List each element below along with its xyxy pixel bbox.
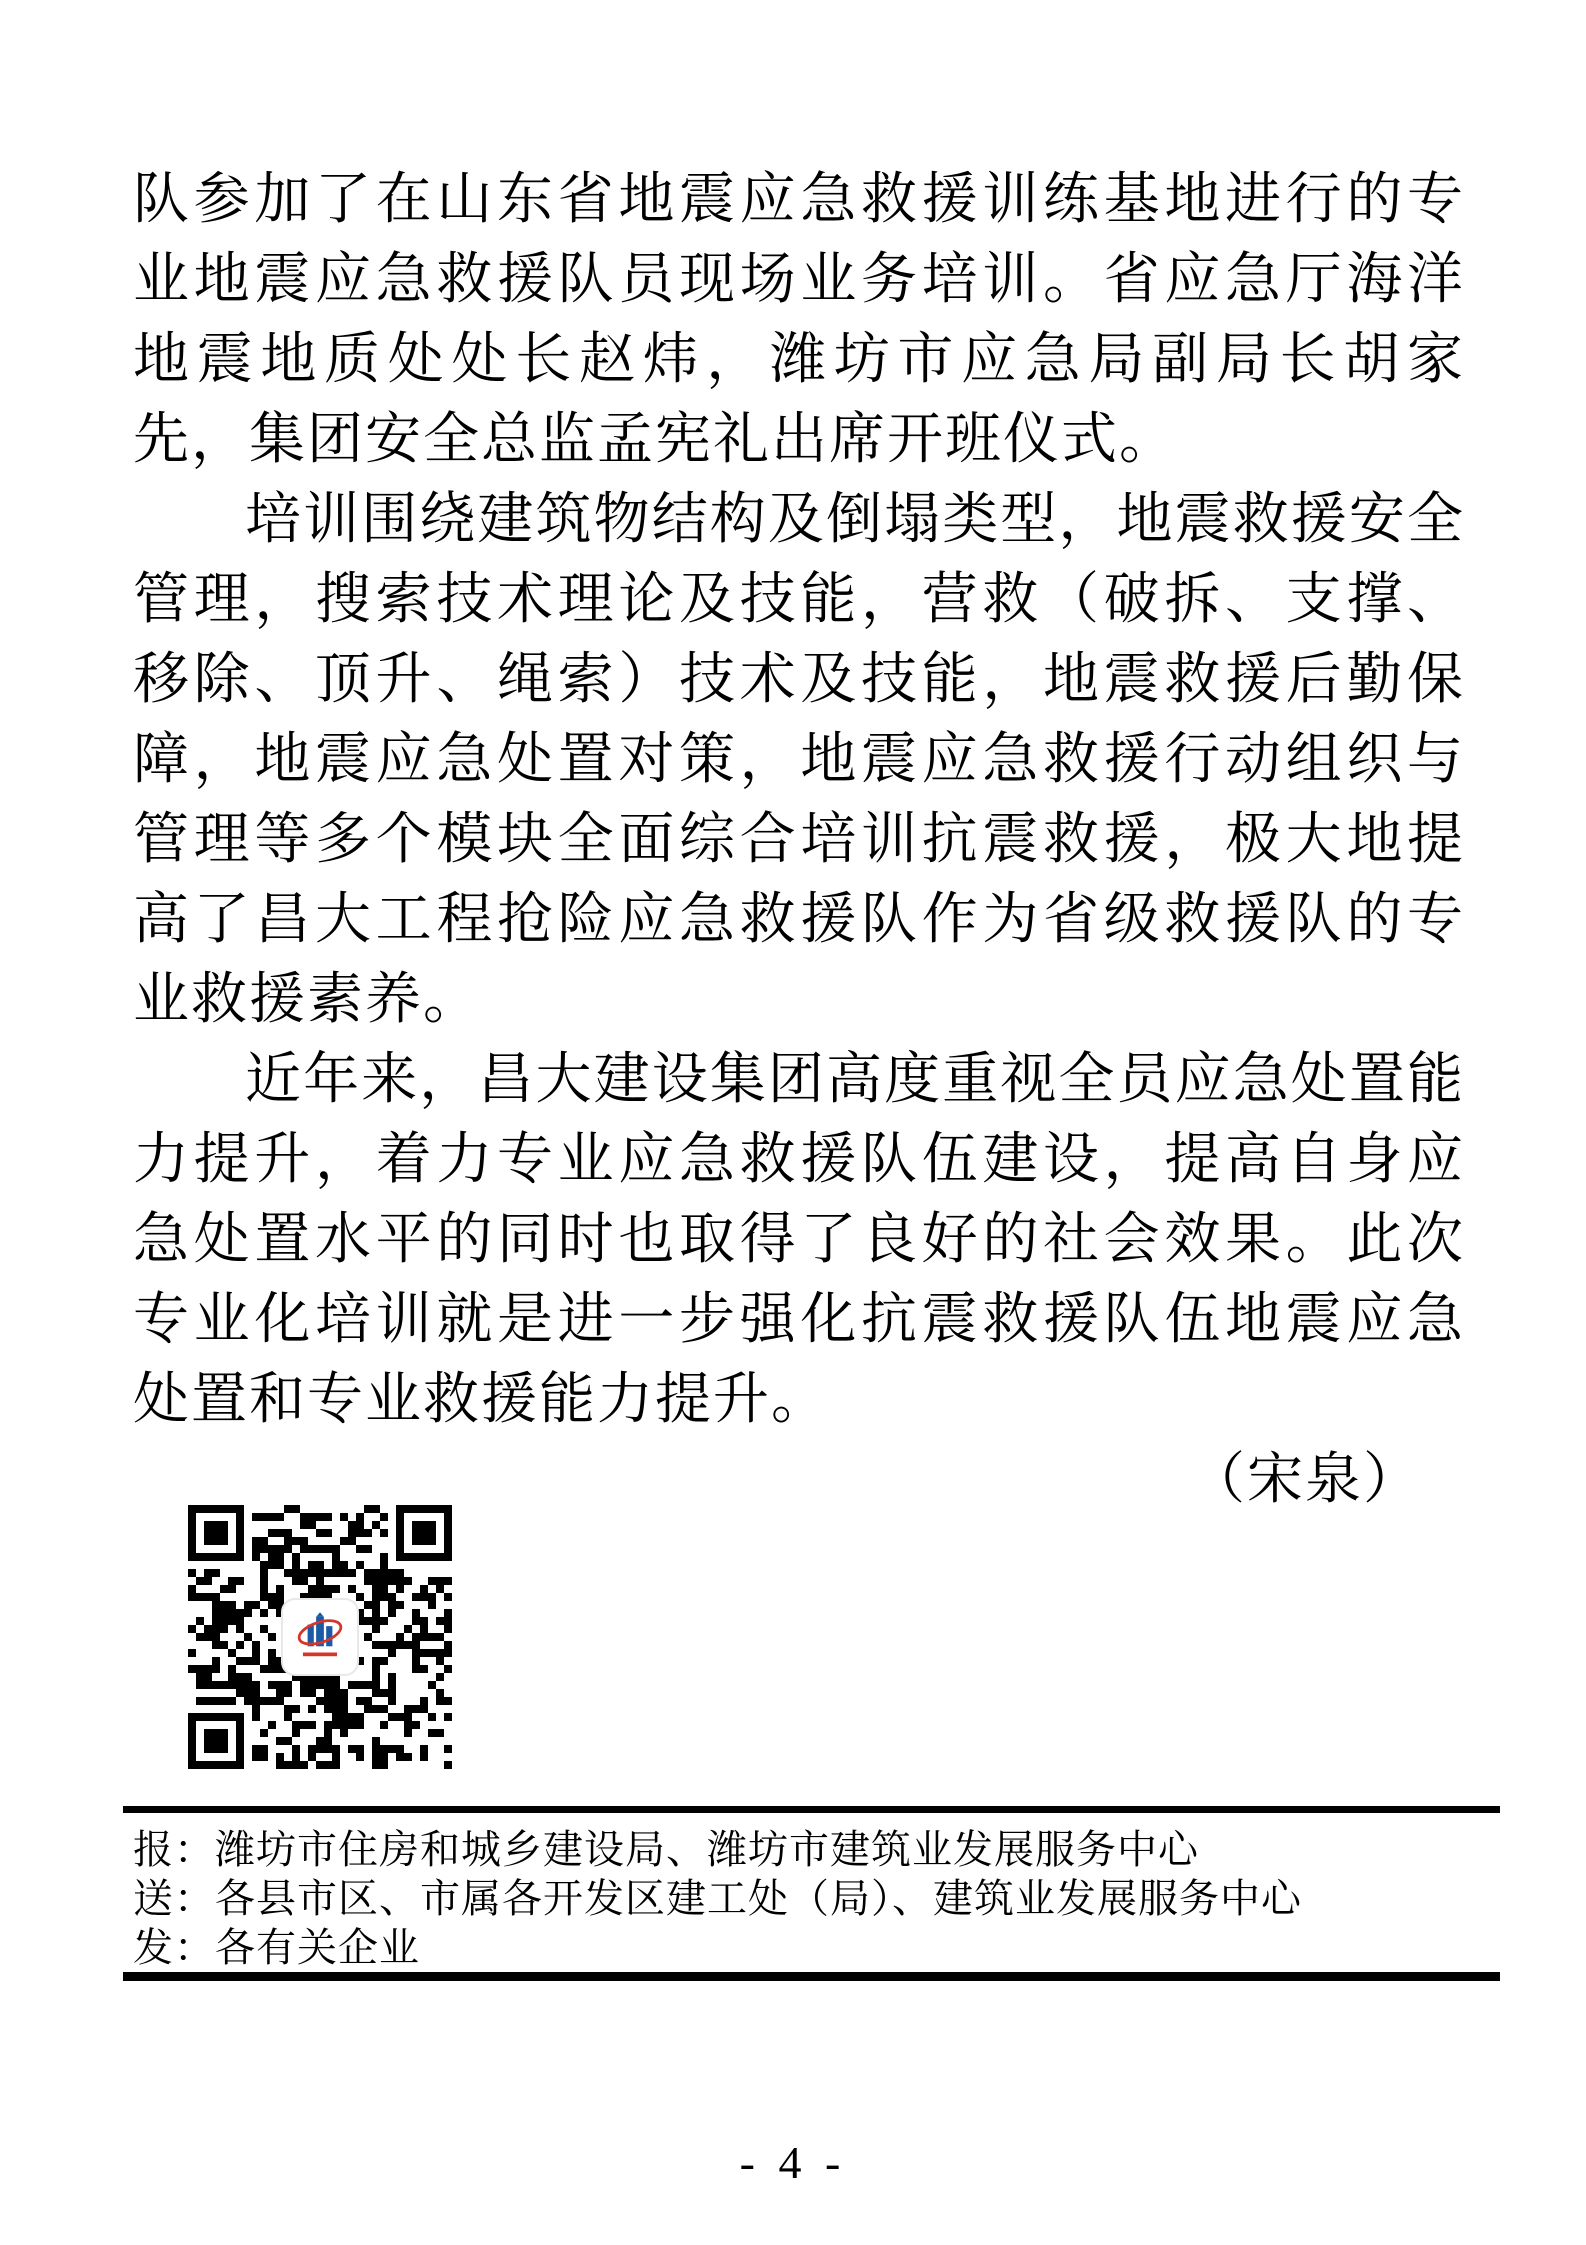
distribution-line-issue <box>133 1924 1473 1973</box>
paragraph-2: 培训围绕建筑物结构及倒塌类型，地震救援安全管理，搜索技术理论及技能，营救（破拆、支撑、移除、顶升、绳索）技术及技能，地震救援后勤保障，地震应急处置对策，地震应急救援行动组织与管理等多个模块全面综合培训抗震救援，极大地提高了昌大工程抢险应急救援队作为省级救援队的专业救援素养。 <box>133 487 1465 1032</box>
footer-divider-bottom <box>123 1972 1500 1981</box>
wechat-qr-code <box>188 1503 452 1771</box>
distribution-line-report <box>133 1826 1473 1875</box>
distribution-list <box>133 1826 1473 1973</box>
distribution-text: 潍坊市住房和城乡建设局、潍坊市建筑业发展服务中心 <box>215 1827 1199 1873</box>
distribution-text: 各有关企业 <box>215 1925 420 1971</box>
paragraph-1: 队参加了在山东省地震应急救援训练基地进行的专业地震应急救援队员现场业务培训。省应急厅海洋地震地质处处长赵炜，潍坊市应急局副局长胡家先，集团安全总监孟宪礼出席开班仪式。 <box>133 167 1465 472</box>
association-logo-icon <box>289 1606 351 1668</box>
body-text <box>133 160 1465 1520</box>
distribution-line-send <box>133 1875 1473 1924</box>
paragraph-3: 近年来，昌大建设集团高度重视全员应急处置能力提升，着力专业应急救援队伍建设，提高自身应急处置水平的同时也取得了良好的社会效果。此次专业化培训就是进一步强化抗震救援队伍地震应急处置和专业救援能力提升。 <box>133 1047 1465 1432</box>
distribution-label: 送： <box>133 1876 215 1922</box>
distribution-text: 各县市区、市属各开发区建工处（局）、建筑业发展服务中心 <box>215 1876 1302 1922</box>
footer-divider-top <box>123 1806 1500 1813</box>
qr-center-logo <box>283 1600 357 1674</box>
distribution-label: 报： <box>133 1827 215 1873</box>
author-signature: （宋泉） <box>1189 1447 1421 1512</box>
distribution-label: 发： <box>133 1925 215 1971</box>
page-number: - 4 - <box>739 2137 847 2188</box>
